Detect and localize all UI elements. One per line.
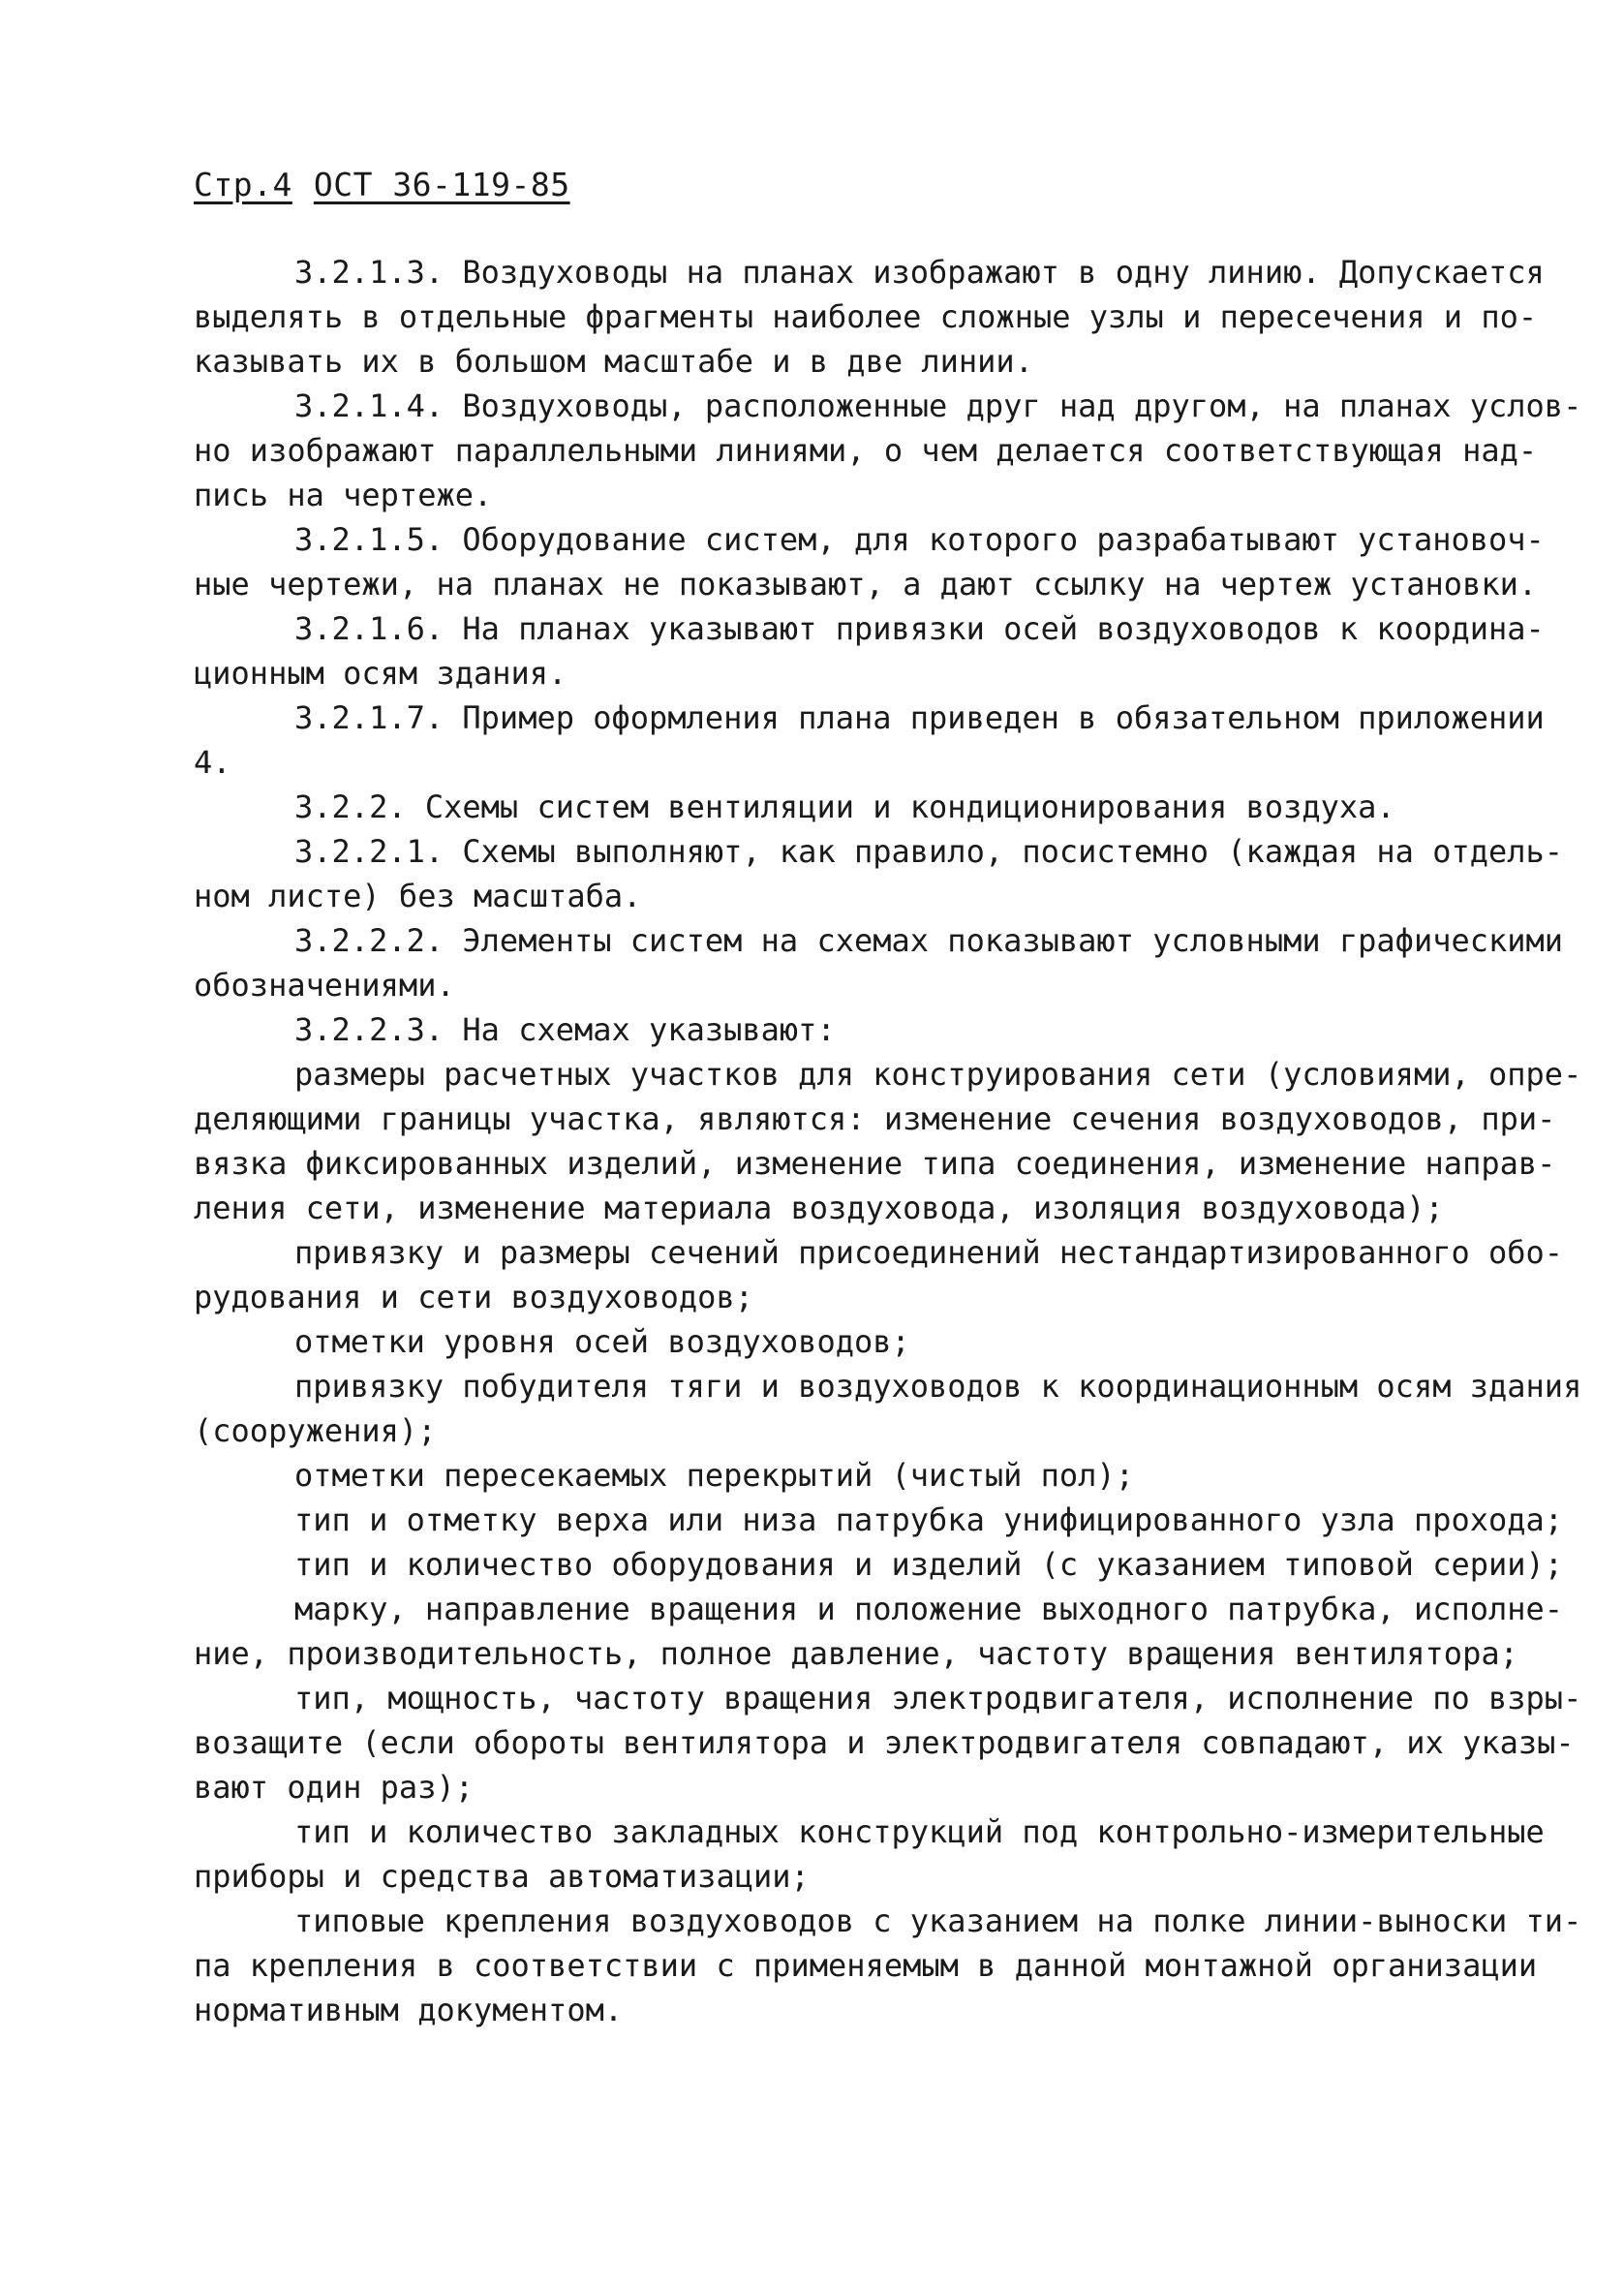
paragraph-first-line: привязку и размеры сечений присоединений нестандартизированного обо- bbox=[294, 1234, 1564, 1271]
paragraph-first-line: 3.2.1.5. Оборудование систем, для которого разрабатывают установоч- bbox=[294, 521, 1545, 558]
paragraph bbox=[194, 1007, 1549, 1052]
paragraph bbox=[194, 1453, 1549, 1498]
paragraph bbox=[194, 1052, 1582, 1230]
paragraph bbox=[194, 829, 1564, 918]
paragraph-first-line: тип, мощность, частоту вращения электродвигателя, исполнение по взры- bbox=[294, 1680, 1582, 1716]
paragraph-first-line: типовые крепления воздуховодов с указанием на полке линии-выноски ти- bbox=[294, 1902, 1582, 1939]
paragraph-line: ционным осям здания. bbox=[194, 655, 567, 692]
paragraph bbox=[194, 606, 1549, 696]
paragraph-line: ные чертежи, на планах не показывают, а дают ссылку на чертеж установки. bbox=[194, 566, 1538, 603]
paragraph bbox=[194, 785, 1549, 829]
paragraph bbox=[194, 250, 1549, 384]
paragraph bbox=[194, 384, 1582, 517]
paragraph-line: выделять в отдельные фрагменты наиболее сложные узлы и пересечения и по- bbox=[194, 298, 1538, 335]
paragraph-line: возащите (если обороты вентилятора и электродвигателя совпадают, их указы- bbox=[194, 1724, 1575, 1761]
paragraph-first-line: 3.2.2. Схемы систем вентиляции и кондиционирования воздуха. bbox=[294, 788, 1395, 825]
paragraph-line: па крепления в соответствии с применяемым в данной монтажной организации bbox=[194, 1947, 1538, 1984]
paragraph-first-line: 3.2.1.6. На планах указывают привязки осей воздуховодов к координа- bbox=[294, 610, 1545, 647]
paragraph-line: нормативным документом. bbox=[194, 1992, 624, 2028]
paragraph-first-line: 3.2.2.3. На схемах указывают: bbox=[294, 1011, 836, 1048]
body-text bbox=[194, 250, 1582, 2032]
paragraph-line: рудования и сети воздуховодов; bbox=[194, 1279, 753, 1315]
paragraph-line: пись на чертеже. bbox=[194, 477, 493, 513]
paragraph-line: ления сети, изменение материала воздуховода, изоляция воздуховода); bbox=[194, 1190, 1444, 1226]
paragraph-first-line: привязку побудителя тяги и воздуховодов к координационным осям здания bbox=[294, 1368, 1582, 1405]
paragraph-first-line: 3.2.1.3. Воздуховоды на планах изображают в одну линию. Допускается bbox=[294, 254, 1545, 291]
paragraph-first-line: 3.2.2.2. Элементы систем на схемах показывают условными графическими bbox=[294, 922, 1564, 959]
paragraph bbox=[194, 1230, 1564, 1319]
paragraph bbox=[194, 1899, 1582, 2032]
paragraph-first-line: 3.2.1.7. Пример оформления плана приведен в обязательном приложении bbox=[294, 699, 1545, 736]
paragraph-line: 4. bbox=[194, 744, 231, 781]
paragraph bbox=[194, 1319, 1549, 1364]
paragraph bbox=[194, 1676, 1582, 1809]
paragraph bbox=[194, 1498, 1564, 1542]
paragraph bbox=[194, 1587, 1564, 1676]
paragraph bbox=[194, 1542, 1564, 1587]
paragraph-first-line: 3.2.1.4. Воздуховоды, расположенные друг над другом, на планах услов- bbox=[294, 387, 1582, 424]
paragraph-line: казывать их в большом масштабе и в две линии. bbox=[194, 343, 1033, 380]
paragraph-line: (сооружения); bbox=[194, 1412, 437, 1449]
paragraph-first-line: тип и количество оборудования и изделий (с указанием типовой серии); bbox=[294, 1546, 1564, 1583]
paragraph bbox=[194, 696, 1549, 785]
paragraph-first-line: размеры расчетных участков для конструирования сети (условиями, опре- bbox=[294, 1056, 1582, 1093]
paragraph bbox=[194, 918, 1564, 1007]
paragraph-line: деляющими границы участка, являются: изменение сечения воздуховодов, при- bbox=[194, 1100, 1556, 1137]
paragraph-line: обозначениями. bbox=[194, 967, 455, 1004]
paragraph-line: вают один раз); bbox=[194, 1769, 474, 1806]
paragraph-line: ном листе) без масштаба. bbox=[194, 878, 642, 914]
paragraph bbox=[194, 517, 1549, 606]
page-header bbox=[194, 163, 1549, 207]
page-number: Стр.4 bbox=[194, 166, 292, 203]
paragraph-line: приборы и средства автоматизации; bbox=[194, 1858, 810, 1895]
document-page bbox=[194, 163, 1582, 2032]
paragraph-first-line: тип и отметку верха или низа патрубка унифицированного узла прохода; bbox=[294, 1501, 1564, 1538]
paragraph-first-line: отметки уровня осей воздуховодов; bbox=[294, 1323, 910, 1360]
paragraph-first-line: тип и количество закладных конструкций под контрольно-измерительные bbox=[294, 1813, 1545, 1850]
paragraph-first-line: отметки пересекаемых перекрытий (чистый пол); bbox=[294, 1457, 1134, 1494]
paragraph-first-line: марку, направление вращения и положение выходного патрубка, исполне- bbox=[294, 1591, 1564, 1627]
paragraph-line: ние, производительность, полное давление, частоту вращения вентилятора; bbox=[194, 1635, 1518, 1672]
paragraph-line: но изображают параллельными линиями, о чем делается соответствующая над- bbox=[194, 432, 1538, 469]
paragraph bbox=[194, 1364, 1582, 1453]
standard-code: ОСТ 36-119-85 bbox=[313, 166, 570, 203]
paragraph-line: вязка фиксированных изделий, изменение типа соединения, изменение направ- bbox=[194, 1145, 1556, 1182]
paragraph-first-line: 3.2.2.1. Схемы выполняют, как правило, посистемно (каждая на отдель- bbox=[294, 833, 1564, 870]
paragraph bbox=[194, 1809, 1549, 1899]
